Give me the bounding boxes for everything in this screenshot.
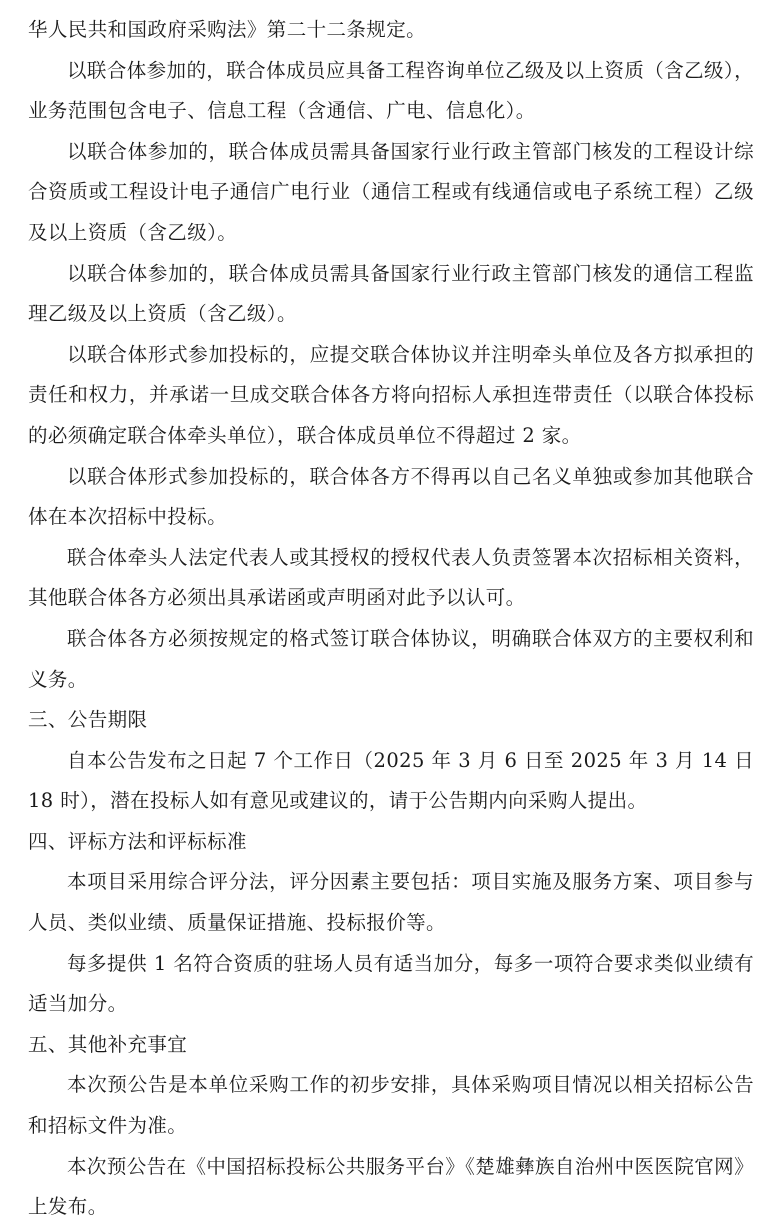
paragraph-consortium-agreement: 以联合体形式参加投标的，应提交联合体协议并注明牵头单位及各方拟承担的责任和权力，并承诺一旦成交联合体各方将向招标人承担连带责任（以联合体投标的必须确定联合体牵头单位），联合体成员单位不得超过 2 家。 — [28, 342, 754, 447]
paragraph-publication-platforms: 本次预公告在《中国招标投标公共服务平台》《楚雄彝族自治州中医医院官网》上发布。 — [28, 1154, 754, 1219]
paragraph-consortium-consulting-qualification: 以联合体参加的，联合体成员应具备工程咨询单位乙级及以上资质（含乙级），业务范围包含电子、信息工程（含通信、广电、信息化）。 — [28, 58, 754, 123]
paragraph-consortium-supervision-qualification: 以联合体参加的，联合体成员需具备国家行业行政主管部门核发的通信工程监理乙级及以上资质（含乙级）。 — [28, 261, 754, 326]
paragraph-preliminary-arrangement: 本次预公告是本单位采购工作的初步安排，具体采购项目情况以相关招标公告和招标文件为准。 — [28, 1073, 754, 1138]
section-heading-evaluation-method: 四、评标方法和评标标准 — [28, 829, 247, 853]
paragraph-evaluation-bonus: 每多提供 1 名符合资质的驻场人员有适当加分，每多一项符合要求类似业绩有适当加分。 — [28, 951, 754, 1016]
paragraph-announcement-period: 自本公告发布之日起 7 个工作日（2025 年 3 月 6 日至 2025 年 3 月 14 日 18 时），潜在投标人如有意见或建议的，请于公告期内向采购人提出。 — [28, 748, 754, 813]
paragraph-consortium-rights: 联合体各方必须按规定的格式签订联合体协议，明确联合体双方的主要权利和义务。 — [28, 626, 754, 691]
paragraph-continuation: 华人民共和国政府采购法》第二十二条规定。 — [28, 18, 427, 41]
section-heading-other-matters: 五、其他补充事宜 — [28, 1032, 188, 1056]
section-heading-announcement-period: 三、公告期限 — [28, 708, 148, 732]
paragraph-consortium-design-qualification: 以联合体参加的，联合体成员需具备国家行业行政主管部门核发的工程设计综合资质或工程设计电子通信广电行业（通信工程或有线通信或电子系统工程）乙级及以上资质（含乙级）。 — [28, 139, 754, 244]
paragraph-consortium-no-separate-bid: 以联合体形式参加投标的，联合体各方不得再以自己名义单独或参加其他联合体在本次招标中投标。 — [28, 464, 754, 529]
paragraph-consortium-signing: 联合体牵头人法定代表人或其授权的授权代表人负责签署本次招标相关资料，其他联合体各方必须出具承诺函或声明函对此予以认可。 — [28, 545, 754, 610]
paragraph-evaluation-factors: 本项目采用综合评分法，评分因素主要包括：项目实施及服务方案、项目参与人员、类似业绩、质量保证措施、投标报价等。 — [28, 870, 754, 935]
